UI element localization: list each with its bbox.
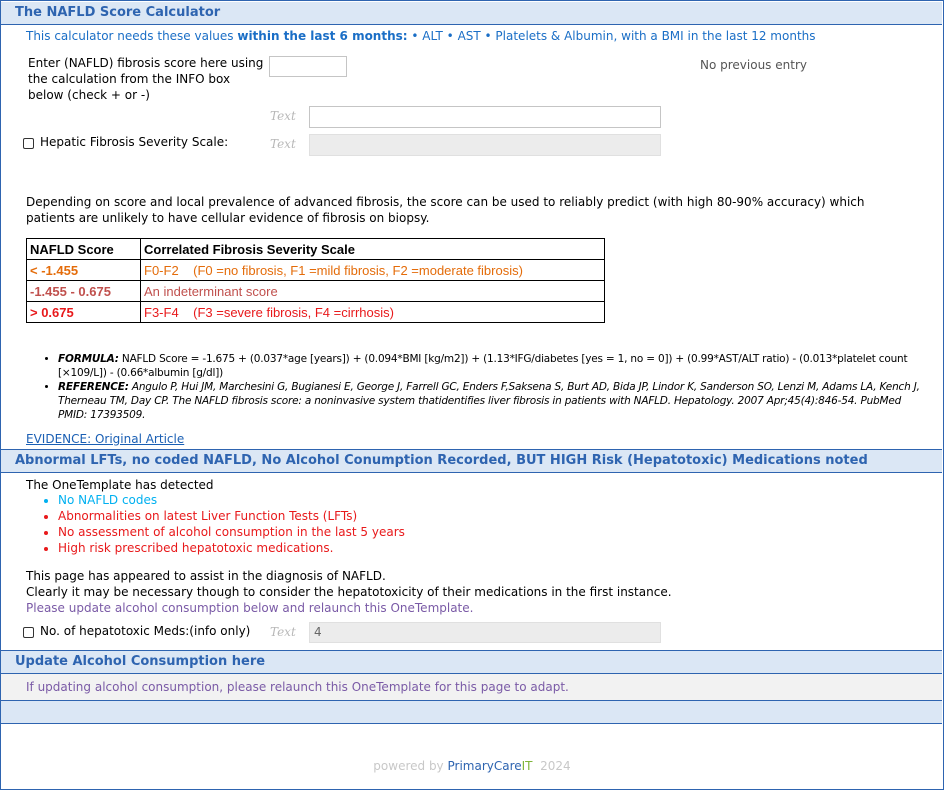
section2-paragraphs: [26, 568, 672, 616]
table-row: [27, 281, 605, 302]
meds-count-field: 4: [309, 622, 661, 643]
alcohol-note: If updating alcohol consumption, please relaunch this OneTemplate for this page to adapt.: [26, 680, 569, 694]
text-placeholder: Text: [270, 109, 296, 123]
calculator-intro: [26, 29, 816, 43]
brand-primary: PrimaryCare: [447, 759, 522, 773]
formula-item: [58, 352, 922, 380]
intro-suffix: • ALT • AST • Platelets & Albumin, with a BMI in the last 12 months: [407, 29, 816, 43]
brand-it: IT: [521, 759, 533, 773]
text-placeholder: Text: [270, 137, 296, 151]
table-cell-scale: F3-F4 (F3 =severe fibrosis, F4 =cirrhosis): [141, 302, 605, 323]
para-diagnosis: This page has appeared to assist in the diagnosis of NAFLD.: [26, 569, 386, 583]
text-placeholder: Text: [270, 625, 296, 639]
hepatic-fibrosis-checkbox[interactable]: [23, 138, 34, 149]
powered-by-text: powered by: [373, 759, 448, 773]
intro-prefix: This calculator needs these values: [26, 29, 238, 43]
table-row: [27, 302, 605, 323]
evidence-link[interactable]: EVIDENCE: Original Article: [26, 432, 185, 446]
table-header-score: NAFLD Score: [27, 239, 141, 260]
text-input-1[interactable]: [309, 106, 661, 128]
detected-item-lft: • Abnormalities on latest Liver Function Tests (LFTs): [58, 508, 405, 524]
detected-item-alcohol: • No assessment of alcohol consumption in the last 5 years: [58, 524, 405, 540]
table-cell-score: > 0.675: [27, 302, 141, 323]
table-row: [27, 260, 605, 281]
formula-label: FORMULA:: [58, 353, 119, 365]
formula-text: NAFLD Score = -1.675 + (0.037*age [years]) + (0.094*BMI [kg/m2]) + (1.13*IFG/diabetes [yes = 1, no = 0]) + (0.99*AST/ALT ratio) - (0.013*platelet count [×109/L]) - (0.66*albumin [g/dl]): [58, 353, 908, 379]
fibrosis-table: [26, 238, 605, 323]
reference-text: Angulo P, Hui JM, Marchesini G, Bugianesi E, George J, Farrell GC, Enders F,Saksena S, Burt AD, Bida JP, Lindor K, Sanderson SO, Lenzi M, Adams LA, Kench J, Therneau TM, Day CP. The NAFLD fibrosis score: a noninvasive system thatidentifies liver fibrosis in patients with NAFLD. Hepatology. 2007 Apr;45(4):846-54. PubMed PMID: 17393509.: [58, 381, 920, 421]
previous-entry: No previous entry: [700, 58, 807, 72]
section-title-alcohol: Update Alcohol Consumption here: [1, 651, 942, 673]
score-description: Depending on score and local prevalence of advanced fibrosis, the score can be used to reliably predict (with high 80-90% accuracy) which patients are unlikely to have cellular evidence of fibrosis on biopsy.: [26, 195, 865, 225]
detected-intro: The OneTemplate has detected: [26, 478, 214, 492]
intro-bold: within the last 6 months:: [237, 29, 408, 43]
footer-year: 2024: [540, 759, 571, 773]
footer: [0, 759, 944, 773]
empty-section-bar: [1, 701, 942, 723]
detected-item-hepatotoxic: • High risk prescribed hepatotoxic medications.: [58, 540, 405, 556]
hfss-text-input: [309, 134, 661, 156]
hepatotoxic-meds-checkbox[interactable]: [23, 627, 34, 638]
table-header-row: [27, 239, 605, 260]
meds-label: No. of hepatotoxic Meds:(info only): [40, 624, 251, 638]
table-cell-scale: F0-F2 (F0 =no fibrosis, F1 =mild fibrosis, F2 =moderate fibrosis): [141, 260, 605, 281]
reference-item: [58, 380, 922, 422]
table-cell-scale: An indeterminant score: [141, 281, 605, 302]
table-cell-score: -1.455 - 0.675: [27, 281, 141, 302]
reference-label: REFERENCE:: [58, 381, 129, 393]
section-title-abnormal-lfts: Abnormal LFTs, no coded NAFLD, No Alcohol Conumption Recorded, BUT HIGH Risk (Hepatotoxic) Medications noted: [1, 450, 942, 472]
divider: [1, 472, 942, 473]
hfss-label: Hepatic Fibrosis Severity Scale:: [40, 135, 229, 149]
section-title-calculator: The NAFLD Score Calculator: [1, 2, 942, 24]
info-list: [42, 352, 922, 422]
score-label: Enter (NAFLD) fibrosis score here using the calculation from the INFO box below (check + or -): [28, 56, 264, 102]
para-update-alcohol: Please update alcohol consumption below and relaunch this OneTemplate.: [26, 601, 474, 615]
divider: [1, 723, 942, 724]
detected-list: [42, 492, 405, 556]
detected-item-no-codes: • No NAFLD codes: [58, 492, 405, 508]
nafld-score-input[interactable]: [269, 56, 347, 77]
table-header-scale: Correlated Fibrosis Severity Scale: [141, 239, 605, 260]
table-cell-score: < -1.455: [27, 260, 141, 281]
divider: [1, 24, 942, 25]
para-hepatotoxicity: Clearly it may be necessary though to consider the hepatotoxicity of their medications in the first instance.: [26, 585, 672, 599]
